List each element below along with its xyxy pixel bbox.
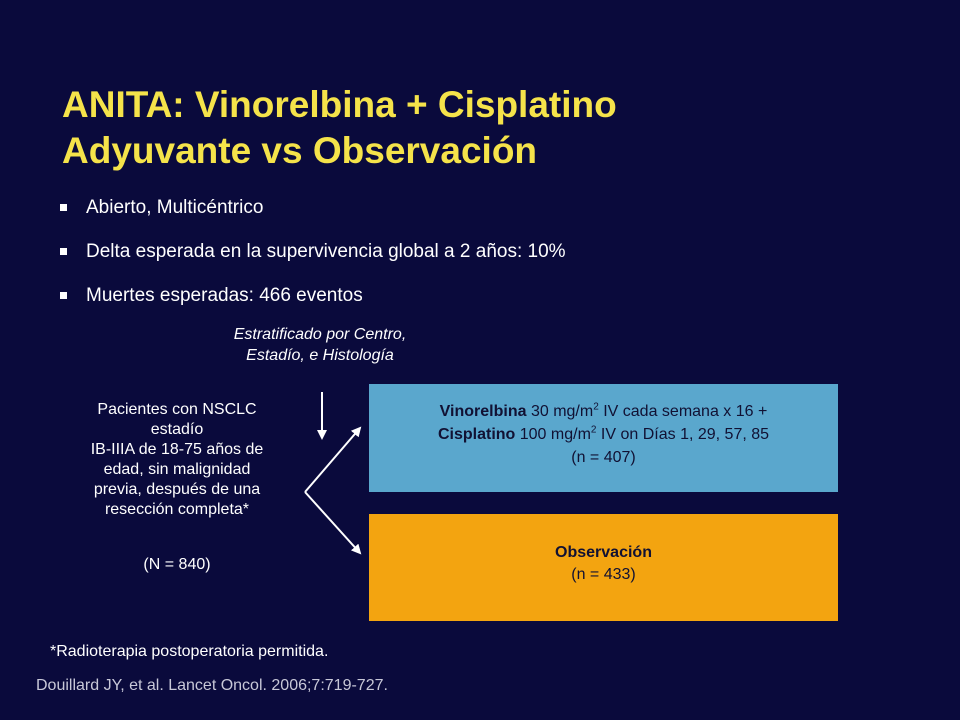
schedule-2: IV on Días 1, 29, 57, 85 bbox=[596, 426, 770, 443]
schedule-1: IV cada semana x 16 + bbox=[598, 403, 768, 420]
patients-line-1: Pacientes con NSCLC bbox=[97, 401, 257, 418]
dose-1: 30 mg/m bbox=[526, 403, 594, 420]
stratification-line-2: Estadío, e Histología bbox=[246, 347, 394, 364]
patients-line-6: resección completa* bbox=[104, 501, 250, 518]
stratification-line-1: Estratificado por Centro, bbox=[233, 326, 407, 343]
title-line-1: ANITA: Vinorelbina + Cisplatino bbox=[62, 84, 617, 125]
treatment-arm-n: (n = 407) bbox=[571, 449, 636, 466]
treatment-arm-box bbox=[369, 384, 838, 492]
footnote: *Radioterapia postoperatoria permitida. bbox=[50, 643, 329, 660]
title-line-2: Adyuvante vs Observación bbox=[62, 130, 538, 171]
dose-2-exponent: 2 bbox=[590, 424, 597, 436]
dose-1-exponent: 2 bbox=[593, 401, 599, 413]
drug-cisplatino: Cisplatino bbox=[437, 426, 516, 443]
randomization-arrow-up bbox=[305, 428, 360, 492]
patients-line-3: IB-IIIA de 18-75 años de bbox=[90, 441, 264, 458]
patients-line-4: edad, sin malignidad bbox=[103, 461, 251, 478]
bullet-text: Muertes esperadas: 466 eventos bbox=[86, 285, 363, 306]
dose-2: 100 mg/m bbox=[515, 426, 591, 443]
patients-line-5: previa, después de una bbox=[93, 481, 261, 498]
bullet-text: Delta esperada en la supervivencia global a 2 años: 10% bbox=[86, 241, 566, 262]
drug-vinorelbina: Vinorelbina bbox=[439, 403, 527, 420]
total-n: (N = 840) bbox=[143, 556, 211, 573]
citation: Douillard JY, et al. Lancet Oncol. 2006;7:719-727. bbox=[36, 677, 388, 694]
observation-arm-n: (n = 433) bbox=[571, 566, 636, 583]
patients-line-2: estadío bbox=[150, 421, 204, 438]
bullet-text: Abierto, Multicéntrico bbox=[86, 197, 264, 218]
observation-arm-box bbox=[369, 514, 838, 621]
randomization-arrow-down bbox=[305, 492, 360, 553]
observation-label: Observación bbox=[555, 544, 652, 561]
